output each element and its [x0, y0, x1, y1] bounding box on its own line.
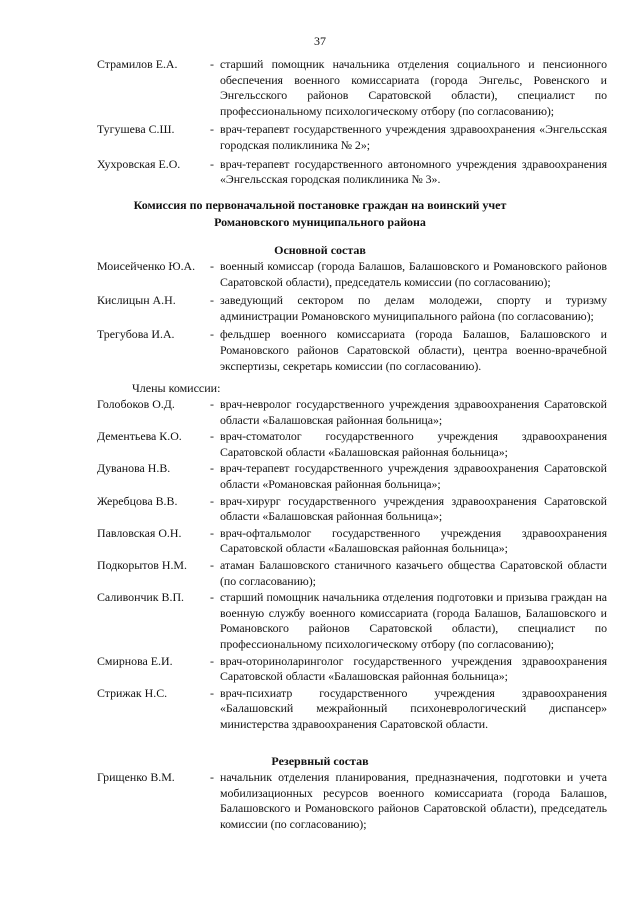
member-name: Смирнова Е.И.	[97, 653, 173, 668]
dash: -	[210, 259, 214, 273]
top-entries	[97, 57, 607, 188]
members-label: Члены комиссии:	[132, 381, 221, 395]
dash: -	[210, 525, 214, 540]
member-role: врач-терапевт государственного учреждения здравоохранения Саратовской области «Романовская районная больница»;	[220, 461, 607, 491]
list-item	[97, 526, 607, 557]
list-item	[97, 558, 607, 589]
list-item	[97, 397, 607, 428]
list-item	[97, 122, 607, 153]
dash: -	[210, 397, 214, 411]
commission-heading	[0, 197, 640, 230]
member-name: Трегубова И.А.	[97, 327, 175, 342]
member-role: врач-невролог государственного учреждения здравоохранения Саратовской области «Балашовская районная больница»;	[220, 397, 607, 427]
dash: -	[210, 685, 214, 700]
dash: -	[210, 653, 214, 668]
list-item	[97, 461, 607, 492]
member-role: атаман Балашовского станичного казачьего общества Саратовской области (по согласованию);	[220, 557, 607, 588]
main-section-title: Основной состав	[274, 243, 366, 257]
member-name: Страмилов Е.А.	[97, 57, 178, 71]
list-item	[97, 494, 607, 525]
member-name: Стрижак Н.С.	[97, 685, 168, 700]
dash: -	[210, 429, 214, 444]
member-role: заведующий сектором по делам молодежи, спорту и туризму администрации Романовского муниципального района (по согласованию);	[220, 293, 607, 323]
member-name: Голобоков О.Д.	[97, 397, 175, 411]
list-item	[97, 327, 607, 374]
member-name: Грищенко В.М.	[97, 770, 175, 784]
dash: -	[210, 461, 214, 476]
dash: -	[210, 327, 214, 342]
main-entries	[97, 259, 607, 374]
dash: -	[210, 493, 214, 508]
member-role: старший помощник начальника отделения социального и пенсионного обеспечения военного комиссариата (города Энгельс, Ровенского и Энгельсского районов Саратовской области), специалист по профессиональному психологическому отбору (по согласованию);	[220, 57, 607, 118]
member-role: врач-офтальмолог государственного учреждения здравоохранения Саратовской области «Балашовская районная больница»;	[220, 525, 607, 556]
reserve-entries	[97, 770, 607, 832]
member-name: Павловская О.Н.	[97, 525, 182, 540]
member-name: Саливончик В.П.	[97, 590, 185, 605]
member-role: начальник отделения планирования, предназначения, подготовки и учета мобилизационных ресурсов военного комиссариата (города Балашов, Балашовского и Романовского районов Саратовской области), председатель комиссии (по согласованию);	[220, 770, 607, 831]
member-name: Моисейченко Ю.А.	[97, 259, 196, 273]
list-item	[97, 686, 607, 733]
member-role: военный комиссар (города Балашов, Балашовского и Романовского районов Саратовской области), председатель комиссии (по согласованию);	[220, 259, 607, 289]
member-entries	[97, 397, 607, 732]
member-role: фельдшер военного комиссариата (города Балашов, Балашовского и Романовского районов Саратовской области), центра военно-врачебной экспертизы, секретарь комиссии (по согласованию).	[220, 327, 607, 373]
member-name: Хухровская Е.О.	[97, 156, 181, 171]
dash: -	[210, 590, 214, 605]
list-item	[97, 654, 607, 685]
member-role: врач-терапевт государственного учреждения здравоохранения «Энгельсская городская поликлиника № 2»;	[220, 122, 607, 152]
member-name: Дементьева К.О.	[97, 429, 182, 444]
dash: -	[210, 156, 214, 171]
member-role: врач-терапевт государственного автономного учреждения здравоохранения «Энгельсская городская поликлиника № 3».	[220, 156, 607, 187]
member-name: Подкорытов Н.М.	[97, 557, 187, 572]
dash: -	[210, 770, 214, 784]
member-name: Дуванова Н.В.	[97, 461, 171, 476]
list-item	[97, 590, 607, 652]
commission-heading-line1: Комиссия по первоначальной постановке граждан на воинский учет	[133, 198, 507, 212]
dash: -	[210, 557, 214, 572]
page-number: 37	[314, 34, 326, 48]
member-name: Жеребцова В.В.	[97, 493, 178, 508]
member-role: старший помощник начальника отделения подготовки и призыва граждан на военную службу военного комиссариата (города Балашов, Балашовского и Романовского районов Саратовской области), специалист по профессиональному психологическому отбору (по согласованию);	[220, 590, 607, 651]
dash: -	[210, 57, 214, 71]
list-item	[97, 57, 607, 119]
list-item	[97, 770, 607, 832]
dash: -	[210, 122, 214, 137]
member-name: Кислицын А.Н.	[97, 293, 176, 308]
member-role: врач-оториноларинголог государственного учреждения здравоохранения Саратовской области «Балашовская районная больница»;	[220, 653, 607, 684]
list-item	[97, 157, 607, 188]
list-item	[97, 429, 607, 460]
list-item	[97, 259, 607, 290]
member-name: Тугушева С.Ш.	[97, 122, 175, 137]
member-role: врач-психиатр государственного учреждения здравоохранения «Балашовский межрайонный психоневрологический диспансер» министерства здравоохранения Саратовской области.	[220, 685, 607, 731]
member-role: врач-хирург государственного учреждения здравоохранения Саратовской области «Балашовская районная больница»;	[220, 493, 607, 524]
commission-heading-line2: Романовского муниципального района	[214, 214, 426, 229]
member-role: врач-стоматолог государственного учреждения здравоохранения Саратовской области «Балашовская районная больница»;	[220, 429, 607, 459]
dash: -	[210, 293, 214, 308]
list-item	[97, 293, 607, 324]
reserve-section-title: Резервный состав	[271, 754, 369, 768]
